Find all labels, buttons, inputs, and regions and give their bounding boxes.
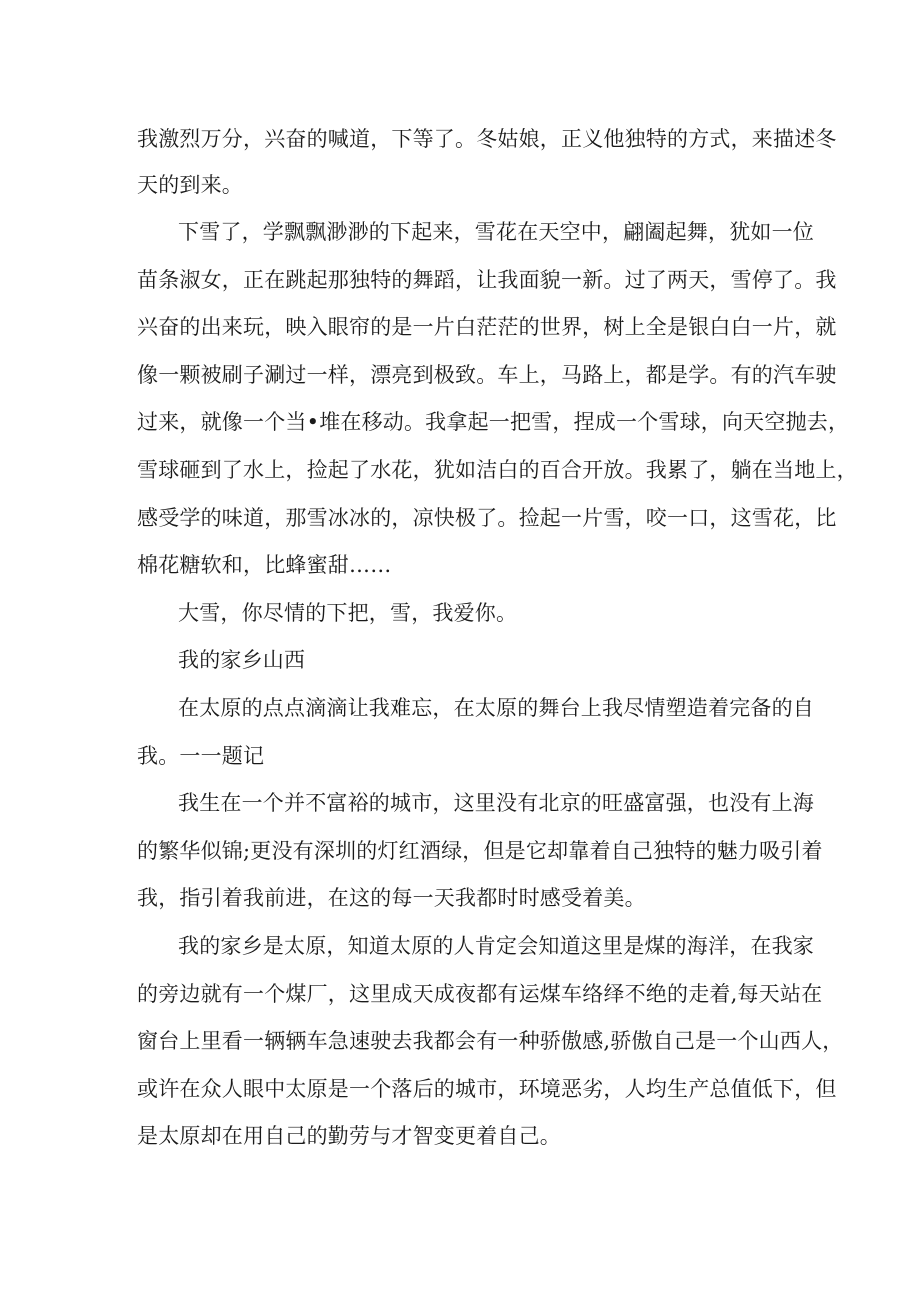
- text-line: 我，指引着我前进，在这的每一天我都时时感受着美。: [137, 886, 646, 910]
- text-line: 感受学的味道，那雪冰冰的，凉快极了。捡起一片雪，咬一口，这雪花，比: [137, 506, 837, 530]
- text-line: 窗台上里看一辆辆车急速驶去我都会有一种骄傲感,骄傲自己是一个山西人，: [137, 1029, 844, 1053]
- paragraph-start-line: 我生在一个并不富裕的城市，这里没有北京的旺盛富强，也没有上海: [178, 791, 814, 815]
- text-line: 棉花糖软和，比蜂蜜甜……: [137, 553, 392, 577]
- text-line: 兴奋的出来玩，映入眼帘的是一片白茫茫的世界，树上全是银白白一片，就: [137, 315, 837, 339]
- paragraph-start-line: 在太原的点点滴滴让我难忘，在太原的舞台上我尽情塑造着完备的自: [178, 696, 814, 720]
- text-line: 我激烈万分，兴奋的喊道，下等了。冬姑娘，正义他独特的方式，来描述冬: [137, 127, 837, 151]
- paragraph-start-line: 大雪，你尽情的下把，雪，我爱你。: [178, 601, 518, 625]
- text-line: 或许在众人眼中太原是一个落后的城市，环境恶劣，人均生产总值低下，但: [137, 1077, 837, 1101]
- text-line: 过来，就像一个当•堆在移动。我拿起一把雪，捏成一个雪球，向天空抛去，: [137, 410, 850, 434]
- text-line: 天的到来。: [137, 173, 243, 197]
- text-line: 是太原却在用自己的勤劳与才智变更着自己。: [137, 1124, 561, 1148]
- paragraph-start-line: 我的家乡是太原，知道太原的人肯定会知道这里是煤的海洋，在我家: [178, 934, 814, 958]
- text-line: 雪球砸到了水上，捡起了水花，犹如洁白的百合开放。我累了，躺在当地上，: [137, 458, 858, 482]
- text-line: 的旁边就有一个煤厂，这里成天成夜都有运煤车络绎不绝的走着,每天站在: [137, 982, 823, 1006]
- text-line: 像一颗被刷子涮过一样，漂亮到极致。车上，马路上，都是学。有的汽车驶: [137, 363, 837, 387]
- section-title: 我的家乡山西: [178, 648, 306, 672]
- text-line: 的繁华似锦;更没有深圳的灯红酒绿，但是它却靠着自己独特的魅力吸引着: [137, 839, 823, 863]
- text-line: 苗条淑女，正在跳起那独特的舞蹈，让我面貌一新。过了两天，雪停了。我: [137, 268, 837, 292]
- text-line: 我。一一题记: [137, 744, 265, 768]
- paragraph-start-line: 下雪了，学飘飘渺渺的下起来，雪花在天空中，翩阖起舞，犹如一位: [178, 220, 814, 244]
